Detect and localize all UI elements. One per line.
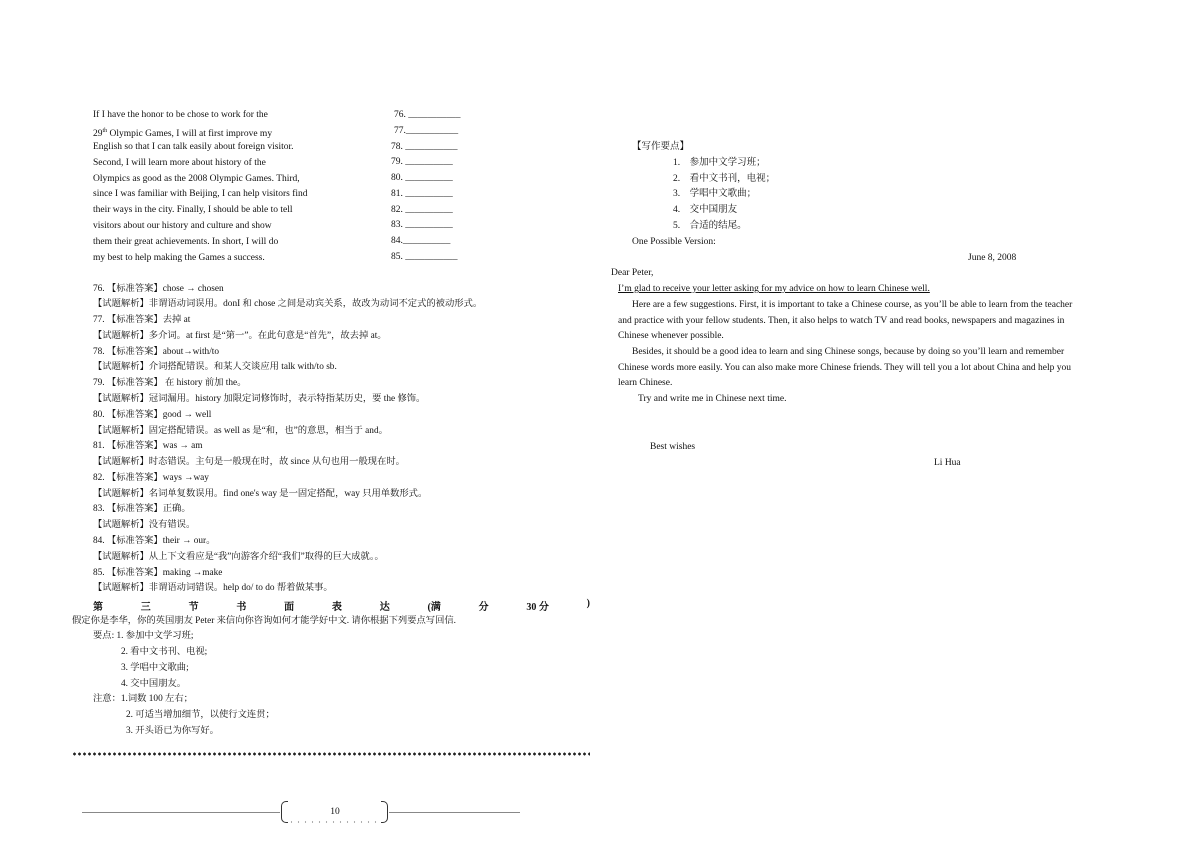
letter-closing: Best wishes — [650, 442, 696, 452]
blank-77[interactable]: 77.___________ — [394, 126, 459, 136]
letter-body-line: learn Chinese. — [618, 378, 673, 388]
section-heading — [93, 598, 590, 613]
passage-line: 29th Olympic Games, I will at first improve my — [93, 128, 273, 140]
passage-line: visitors about our history and culture and show — [93, 221, 272, 231]
page-number: 10 — [330, 807, 340, 817]
writing-points-title: 【写作要点】 — [632, 142, 690, 152]
notes-label: 注意：1.词数 100 左右； — [93, 694, 193, 704]
explanation-line: 【试题解析】时态错误。主句是一般现在时，故 since 从句也用一般现在时。 — [93, 457, 405, 467]
passage-line: Second, I will learn more about history of the — [93, 158, 266, 168]
answer-line: 76. 【标准答案】chose → chosen — [93, 284, 224, 294]
heading-char: (满 — [427, 602, 441, 613]
answer-line: 83. 【标准答案】正确。 — [93, 504, 191, 514]
heading-char: 书 — [236, 602, 247, 613]
blank-80[interactable]: 80. __________ — [391, 173, 453, 183]
writing-point: 4. 交中国朋友 — [673, 205, 738, 215]
answer-line: 79. 【标准答案】 在 history 前加 the。 — [93, 378, 247, 388]
passage-line: Olympics as good as the 2008 Olympic Games. Third, — [93, 174, 300, 184]
page-number-dots — [288, 821, 380, 823]
answer-line: 78. 【标准答案】about→with/to — [93, 347, 220, 357]
heading-char: 达 — [379, 602, 390, 613]
heading-char: 节 — [188, 602, 199, 613]
heading-char: ) — [586, 598, 590, 609]
blank-82[interactable]: 82. __________ — [391, 205, 453, 215]
passage-line: their ways in the city. Finally, I should be able to tell — [93, 205, 293, 215]
heading-char: 分 — [478, 602, 489, 613]
heading-char: 第 — [93, 602, 103, 613]
letter-greeting: Dear Peter, — [611, 268, 654, 278]
footer-rule-right — [389, 812, 520, 813]
explanation-line: 【试题解析】多介词。at first 是“第一”。在此句意是“首先”，故去掉 at。 — [93, 331, 387, 341]
blank-76[interactable]: 76. ___________ — [394, 110, 461, 120]
heading-char: 30 分 — [526, 602, 549, 613]
explanation-line: 【试题解析】名词单复数误用。find one's way 是一固定搭配，way 只用单数形式。 — [93, 489, 428, 499]
letter-body-line: Chinese whenever possible. — [618, 331, 724, 341]
explanation-line: 【试题解析】冠词漏用。history 加限定词修饰时，表示特指某历史，要 the 修饰。 — [93, 394, 426, 404]
answer-line: 77. 【标准答案】去掉 at — [93, 315, 191, 325]
letter-body-line: Try and write me in Chinese next time. — [638, 394, 787, 404]
page-number-bracket-right — [381, 801, 388, 823]
answer-line: 81. 【标准答案】was → am — [93, 441, 203, 451]
letter-date: June 8, 2008 — [968, 253, 1017, 263]
letter-body-line: and practice with your fellow students. Then, it also helps to watch TV and read books, newspapers and magazines in — [618, 316, 1065, 326]
letter-body-line: Here are a few suggestions. First, it is important to take a Chinese course, as you’ll be able to learn from the teacher — [632, 300, 1073, 310]
blank-85[interactable]: 85. ___________ — [391, 252, 458, 262]
answer-line: 80. 【标准答案】good → well — [93, 410, 212, 420]
key-point: 4. 交中国朋友。 — [121, 679, 187, 689]
passage-line: my best to help making the Games a success. — [93, 253, 265, 263]
key-point: 2. 看中文书刊、电视; — [121, 647, 208, 657]
key-point: 3. 学唱中文歌曲; — [121, 663, 189, 673]
heading-char: 三 — [140, 602, 151, 613]
blank-81[interactable]: 81. __________ — [391, 189, 453, 199]
passage-line: them their great achievements. In short, I will do — [93, 237, 279, 247]
page-number-bracket-left — [281, 801, 288, 823]
blank-84[interactable]: 84.__________ — [391, 236, 451, 246]
task-prompt: 假定你是李华，你的英国朋友 Peter 来信向你咨询如何才能学好中文. 请你根据下列要点写回信. — [72, 616, 457, 626]
blank-83[interactable]: 83. __________ — [391, 220, 453, 230]
letter-signature: Li Hua — [934, 458, 961, 468]
dotted-separator — [72, 752, 590, 756]
explanation-line: 【试题解析】没有错误。 — [93, 520, 196, 530]
explanation-line: 【试题解析】介词搭配错误。和某人交谈应用 talk with/to sb. — [93, 362, 337, 372]
writing-point: 3. 学唱中文歌曲； — [673, 189, 757, 199]
blank-79[interactable]: 79. __________ — [391, 157, 453, 167]
blank-78[interactable]: 78. ___________ — [391, 142, 458, 152]
answer-line: 82. 【标准答案】ways →way — [93, 473, 209, 483]
answer-line: 85. 【标准答案】making →make — [93, 568, 223, 578]
letter-body-line: Besides, it should be a good idea to learn and sing Chinese songs, because by doing so you’ll learn and remember — [632, 347, 1065, 357]
explanation-line: 【试题解析】非谓语动词错误。help do/ to do 帮着做某事。 — [93, 583, 333, 593]
heading-char: 面 — [284, 602, 295, 613]
footer-rule-left — [82, 812, 280, 813]
version-label: One Possible Version: — [632, 237, 716, 247]
writing-point: 2. 看中文书刊，电视； — [673, 174, 776, 184]
heading-char: 表 — [331, 602, 342, 613]
note: 2. 可适当增加细节，以使行文连贯； — [126, 710, 275, 720]
letter-opening: I’m glad to receive your letter asking for my advice on how to learn Chinese well. — [618, 284, 930, 294]
answer-line: 84. 【标准答案】their → our。 — [93, 536, 216, 546]
explanation-line: 【试题解析】非谓语动词误用。donI 和 chose 之间是动宾关系，故改为动词不定式的被动形式。 — [93, 299, 483, 309]
explanation-line: 【试题解析】固定搭配错误。as well as 是“和，也”的意思，相当于 and。 — [93, 426, 388, 436]
letter-body-line: Chinese words more easily. You can also make more Chinese friends. They will tell you a lot about China and help you — [618, 363, 1072, 373]
note: 3. 开头语已为你写好。 — [126, 726, 219, 736]
writing-point: 5. 合适的结尾。 — [673, 221, 747, 231]
passage-line: English so that I can talk easily about foreign visitor. — [93, 142, 294, 152]
passage-line: If I have the honor to be chose to work for the — [93, 110, 268, 120]
explanation-line: 【试题解析】从上下文看应是“我”向游客介绍“我们”取得的巨大成就。。 — [93, 552, 384, 562]
writing-point: 1. 参加中文学习班； — [673, 158, 766, 168]
key-points-label: 要点: 1. 参加中文学习班; — [93, 631, 194, 641]
passage-line: since I was familiar with Beijing, I can help visitors find — [93, 189, 308, 199]
